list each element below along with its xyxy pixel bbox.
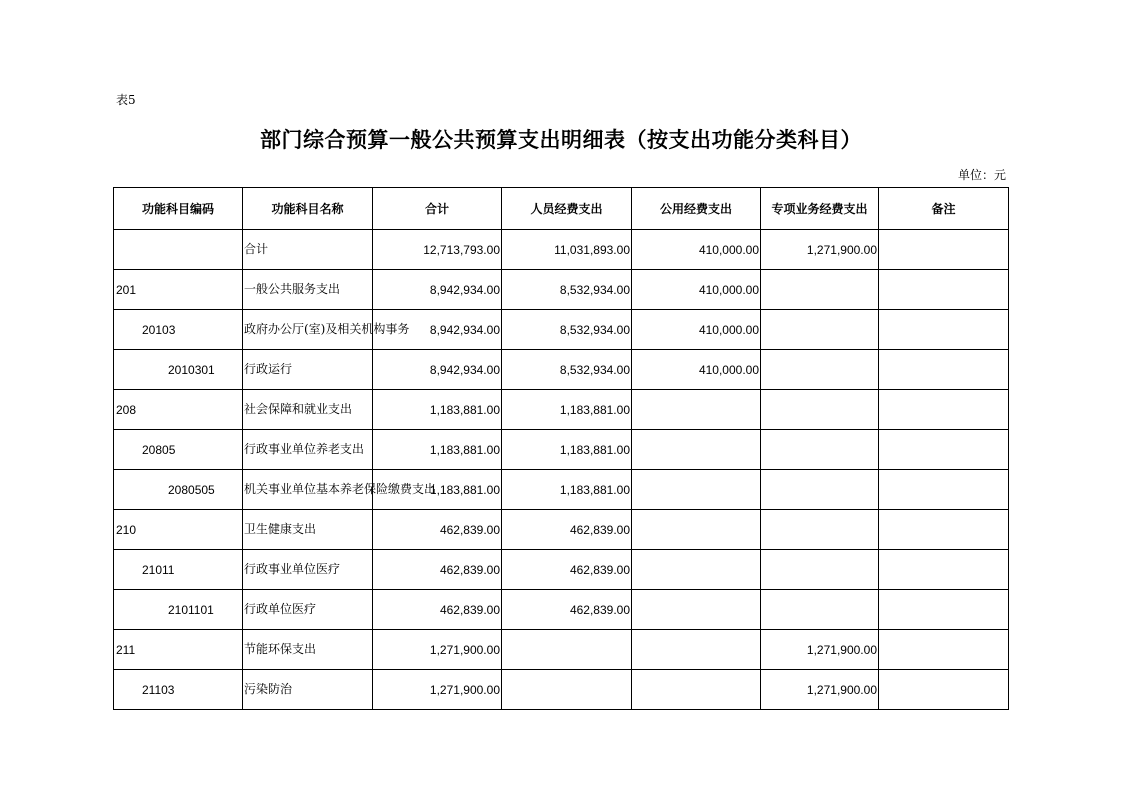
header-total: 合计 — [373, 188, 502, 230]
cell-special: 1,271,900.00 — [761, 230, 879, 270]
cell-special: 1,271,900.00 — [761, 630, 879, 670]
page-title: 部门综合预算一般公共预算支出明细表（按支出功能分类科目） — [260, 128, 862, 152]
cell-total: 462,839.00 — [373, 510, 502, 550]
cell-note — [879, 550, 1009, 590]
cell-personnel: 8,532,934.00 — [502, 270, 632, 310]
table-row — [114, 230, 1009, 270]
cell-total: 1,183,881.00 — [373, 470, 502, 510]
table-row — [114, 350, 1009, 390]
cell-code: 21011 — [114, 550, 243, 590]
table-row — [114, 590, 1009, 630]
cell-name: 合计 — [243, 230, 373, 270]
cell-code: 211 — [114, 630, 243, 670]
cell-public — [632, 470, 761, 510]
cell-special: 1,271,900.00 — [761, 670, 879, 710]
cell-name: 节能环保支出 — [243, 630, 373, 670]
cell-public: 410,000.00 — [632, 350, 761, 390]
table-row — [114, 270, 1009, 310]
cell-note — [879, 470, 1009, 510]
cell-personnel: 8,532,934.00 — [502, 310, 632, 350]
header-name: 功能科目名称 — [243, 188, 373, 230]
table-row — [114, 470, 1009, 510]
cell-personnel: 1,183,881.00 — [502, 390, 632, 430]
cell-name: 行政运行 — [243, 350, 373, 390]
cell-name: 社会保障和就业支出 — [243, 390, 373, 430]
header-special: 专项业务经费支出 — [761, 188, 879, 230]
cell-code: 20103 — [114, 310, 243, 350]
cell-personnel: 1,183,881.00 — [502, 470, 632, 510]
cell-personnel: 462,839.00 — [502, 550, 632, 590]
cell-public — [632, 510, 761, 550]
unit-label: 单位：元 — [957, 168, 1006, 182]
table-row — [114, 430, 1009, 470]
table-row — [114, 310, 1009, 350]
cell-total: 8,942,934.00 — [373, 270, 502, 310]
cell-special — [761, 470, 879, 510]
cell-special — [761, 590, 879, 630]
table-row — [114, 670, 1009, 710]
expenditure-table — [113, 187, 1009, 710]
cell-name: 行政单位医疗 — [243, 590, 373, 630]
cell-special — [761, 270, 879, 310]
header-row — [114, 188, 1009, 230]
cell-name: 卫生健康支出 — [243, 510, 373, 550]
cell-name: 行政事业单位养老支出 — [243, 430, 373, 470]
cell-total: 12,713,793.00 — [373, 230, 502, 270]
cell-note — [879, 230, 1009, 270]
cell-name: 行政事业单位医疗 — [243, 550, 373, 590]
cell-total: 8,942,934.00 — [373, 310, 502, 350]
cell-personnel — [502, 670, 632, 710]
cell-code: 2101101 — [114, 590, 243, 630]
table-row — [114, 550, 1009, 590]
header-note: 备注 — [879, 188, 1009, 230]
cell-special — [761, 310, 879, 350]
cell-total: 462,839.00 — [373, 590, 502, 630]
table-row — [114, 390, 1009, 430]
cell-note — [879, 390, 1009, 430]
cell-name: 政府办公厅(室)及相关机构事务 — [243, 310, 373, 350]
cell-name: 污染防治 — [243, 670, 373, 710]
cell-special — [761, 550, 879, 590]
cell-total: 1,183,881.00 — [373, 390, 502, 430]
cell-total: 1,271,900.00 — [373, 630, 502, 670]
cell-personnel: 1,183,881.00 — [502, 430, 632, 470]
cell-name: 一般公共服务支出 — [243, 270, 373, 310]
cell-code: 20805 — [114, 430, 243, 470]
cell-personnel: 462,839.00 — [502, 510, 632, 550]
cell-code: 208 — [114, 390, 243, 430]
cell-personnel — [502, 630, 632, 670]
cell-public — [632, 430, 761, 470]
cell-personnel: 11,031,893.00 — [502, 230, 632, 270]
cell-personnel: 8,532,934.00 — [502, 350, 632, 390]
cell-public: 410,000.00 — [632, 310, 761, 350]
header-public: 公用经费支出 — [632, 188, 761, 230]
cell-public — [632, 670, 761, 710]
cell-code: 2080505 — [114, 470, 243, 510]
cell-special — [761, 510, 879, 550]
cell-total: 1,271,900.00 — [373, 670, 502, 710]
cell-name: 机关事业单位基本养老保险缴费支出 — [243, 470, 373, 510]
cell-public — [632, 390, 761, 430]
cell-total: 1,183,881.00 — [373, 430, 502, 470]
cell-special — [761, 390, 879, 430]
cell-public: 410,000.00 — [632, 230, 761, 270]
cell-code: 201 — [114, 270, 243, 310]
cell-special — [761, 430, 879, 470]
cell-code: 210 — [114, 510, 243, 550]
cell-public — [632, 590, 761, 630]
cell-code: 2010301 — [114, 350, 243, 390]
cell-special — [761, 350, 879, 390]
table-row — [114, 510, 1009, 550]
cell-note — [879, 590, 1009, 630]
cell-note — [879, 510, 1009, 550]
cell-note — [879, 350, 1009, 390]
cell-total: 8,942,934.00 — [373, 350, 502, 390]
header-personnel: 人员经费支出 — [502, 188, 632, 230]
header-code: 功能科目编码 — [114, 188, 243, 230]
cell-note — [879, 270, 1009, 310]
cell-note — [879, 310, 1009, 350]
table-row — [114, 630, 1009, 670]
cell-public — [632, 550, 761, 590]
cell-public — [632, 630, 761, 670]
cell-total: 462,839.00 — [373, 550, 502, 590]
cell-code — [114, 230, 243, 270]
cell-code: 21103 — [114, 670, 243, 710]
table-number: 表5 — [116, 93, 136, 107]
cell-personnel: 462,839.00 — [502, 590, 632, 630]
cell-note — [879, 630, 1009, 670]
cell-note — [879, 670, 1009, 710]
cell-public: 410,000.00 — [632, 270, 761, 310]
cell-note — [879, 430, 1009, 470]
